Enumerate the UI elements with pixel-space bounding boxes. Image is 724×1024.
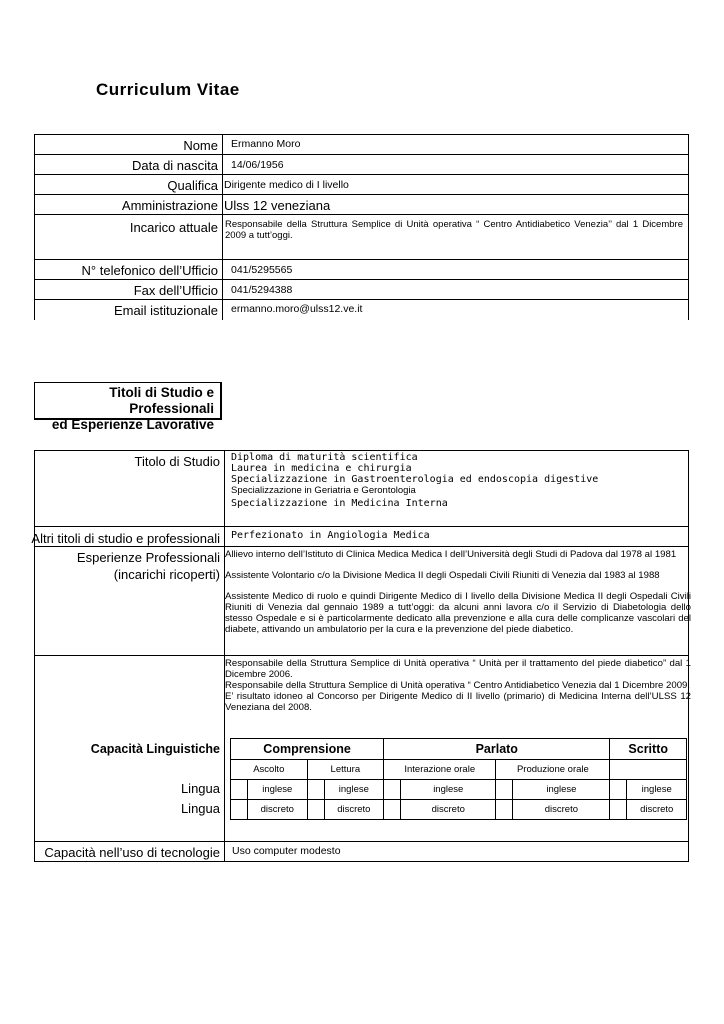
incarico-item: Responsabile della Struttura Semplice di Unità operativa “ Unità per il trattamento del piede diabetico” dal 1 Dicembre 2006. (225, 658, 691, 680)
value-fax: 041/5294388 (231, 284, 293, 296)
row-amministrazione (35, 195, 688, 215)
cell-ascolto: inglese (248, 780, 308, 800)
header-scritto: Scritto (610, 739, 687, 760)
titolo-item: Diploma di maturità scientifica (231, 452, 418, 463)
label-email: Email istituzionale (113, 303, 218, 318)
incarichi-text (225, 658, 691, 713)
cell-ascolto: discreto (248, 800, 308, 820)
label-incarichi: (incarichi ricoperti) (113, 567, 220, 582)
cell-scritto: discreto (627, 800, 687, 820)
value-telefono: 041/5295565 (231, 264, 293, 276)
cell-lettura: inglese (324, 780, 384, 800)
cell-scritto: inglese (627, 780, 687, 800)
titolo-item: Specializzazione in Geriatria e Gerontologia (231, 485, 416, 496)
language-skills-table (230, 738, 687, 820)
row-fax (35, 280, 688, 300)
subheader-lettura: Lettura (307, 760, 384, 780)
value-tecnologie: Uso computer modesto (232, 845, 341, 857)
section-heading-line1: Titoli di Studio e Professionali (109, 385, 214, 416)
row-telefono (35, 260, 688, 280)
row-email (35, 300, 688, 321)
section-heading-line2: ed Esperienze Lavorative (51, 417, 214, 432)
label-titolo-studio: Titolo di Studio (134, 454, 220, 469)
label-capacita-linguistiche: Capacità Linguistiche (90, 742, 220, 756)
cell-interazione: discreto (401, 800, 496, 820)
label-altri-titoli: Altri titoli di studio e professionali (31, 531, 220, 546)
esperienza-item: Assistente Medico di ruolo e quindi Dirigente Medico di I livello della Divisione Medica II degli Ospedali Civili Riuniti di Venezia dal gennaio 1989 a tutt’oggi: da alcuni anni lavora c/o il Servizio di Diabetologia dello stesso Ospedale e si è particolarmente dedicato alla prevenzione e alla cura delle complicanze vascolari del diabete, attivando un ambulatorio per la cura e la prevenzione del piede diabetico. (225, 591, 691, 635)
subheader-ascolto: Ascolto (231, 760, 308, 780)
row-data-nascita (35, 155, 688, 175)
label-telefono: N° telefonico dell’Ufficio (81, 263, 218, 278)
row-nome (35, 135, 688, 155)
esperienze-text (225, 549, 691, 635)
value-qualifica: Dirigente medico di I livello (224, 179, 349, 191)
cell-produzione: inglese (513, 780, 610, 800)
language-row (231, 800, 687, 820)
titolo-item: Laurea in medicina e chirurgia (231, 463, 412, 474)
label-incarico: Incarico attuale (129, 220, 218, 235)
label-lingua-2: Lingua (180, 801, 220, 816)
titolo-item: Specializzazione in Medicina Interna (231, 498, 448, 509)
cell-interazione: inglese (401, 780, 496, 800)
titolo-item: Specializzazione in Gastroenterologia ed endoscopia digestive (231, 474, 599, 485)
page-title: Curriculum Vitae (96, 80, 240, 99)
header-parlato: Parlato (384, 739, 610, 760)
section-heading (34, 382, 222, 432)
label-fax: Fax dell’Ufficio (133, 283, 218, 298)
subheader-empty (610, 760, 687, 780)
row-qualifica (35, 175, 688, 195)
cell-lettura: discreto (324, 800, 384, 820)
value-nome: Ermanno Moro (231, 138, 301, 150)
personal-data-table (34, 134, 689, 320)
value-incarico: Responsabile della Struttura Semplice di Unità operativa “ Centro Antidiabetico Venezia’’ dal 1 Dicembre 2009 a tutt’oggi. (225, 219, 683, 241)
cell-produzione: discreto (513, 800, 610, 820)
value-email: ermanno.moro@ulss12.ve.it (231, 303, 363, 315)
label-lingua-1: Lingua (180, 781, 220, 796)
subheader-interazione: Interazione orale (384, 760, 496, 780)
titolo-studio-list (231, 452, 598, 509)
incarico-item: Responsabile della Struttura Semplice di Unità operativa “ Centro Antidiabetico Venezia dal 1 Dicembre 2009. (225, 680, 691, 691)
label-tecnologie: Capacità nell’uso di tecnologie (44, 845, 220, 860)
esperienza-item: Allievo interno dell’Istituto di Clinica Medica Medica I dell’Università degli Studi di Padova dal 1978 al 1981 (225, 549, 677, 560)
label-nome: Nome (183, 138, 218, 153)
label-amministrazione: Amministrazione (121, 198, 218, 213)
label-data-nascita: Data di nascita (132, 158, 218, 173)
label-qualifica: Qualifica (167, 178, 218, 193)
row-incarico (35, 215, 688, 260)
value-amministrazione: Ulss 12 veneziana (224, 198, 331, 213)
subheader-produzione: Produzione orale (496, 760, 610, 780)
incarico-item: E’ risultato idoneo al Concorso per Dirigente Medico di II livello (primario) di Medicina Interna dell’ULSS 12 Veneziana del 2008. (225, 691, 691, 713)
header-comprensione: Comprensione (231, 739, 384, 760)
value-data-nascita: 14/06/1956 (231, 159, 284, 171)
esperienza-item: Assistente Volontario c/o la Divisione Medica II degli Ospedali Civili Riuniti di Venezia dal 1983 al 1988 (225, 570, 660, 581)
label-esperienze: Esperienze Professionali (76, 550, 220, 565)
value-altri-titoli: Perfezionato in Angiologia Medica (231, 530, 430, 541)
language-row (231, 780, 687, 800)
